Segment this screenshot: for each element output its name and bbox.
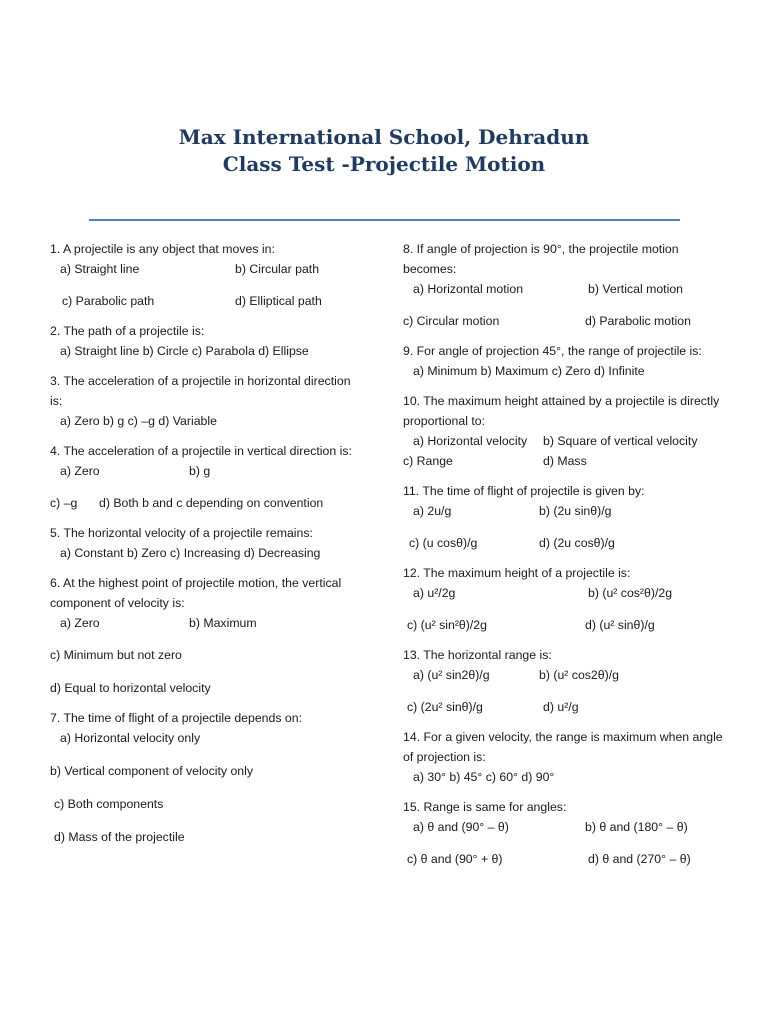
option-a: a) Horizontal motion xyxy=(413,282,524,296)
question-stem: 14. For a given velocity, the range is maximum when angle of projection is: xyxy=(403,730,723,764)
option-d: d) Both b and c depending on convention xyxy=(99,496,324,510)
option-a: a) Zero xyxy=(60,464,100,478)
option-d: d) u²/g xyxy=(543,700,579,714)
question-stem: 15. Range is same for angles: xyxy=(403,800,567,814)
option-d: d) (u² sinθ)/g xyxy=(585,618,655,632)
question-6 xyxy=(50,573,360,698)
option-row xyxy=(50,613,360,633)
option-d: d) (2u cosθ)/g xyxy=(539,536,615,550)
question-2 xyxy=(50,321,360,361)
question-stem: 3. The acceleration of a projectile in horizontal direction is: xyxy=(50,374,351,408)
question-stem: 1. A projectile is any object that moves in: xyxy=(50,242,275,256)
question-stem: 11. The time of flight of projectile is given by: xyxy=(403,484,645,498)
test-title: Class Test -Projectile Motion xyxy=(222,152,546,176)
option-b: b) Circular path xyxy=(235,262,320,276)
option-row xyxy=(403,533,723,553)
option-d: d) Parabolic motion xyxy=(585,314,691,328)
option-b: b) g xyxy=(189,464,211,478)
option-row xyxy=(403,615,723,635)
option-a: a) Zero xyxy=(60,616,100,630)
option-row xyxy=(403,431,723,451)
option-c: c) –g xyxy=(50,496,78,510)
option-line: a) Constant b) Zero c) Increasing d) Decreasing xyxy=(60,546,321,560)
option-row xyxy=(403,451,723,471)
option-row xyxy=(403,311,723,331)
option-row xyxy=(403,817,723,837)
question-stem: 5. The horizontal velocity of a projectile remains: xyxy=(50,526,313,540)
option-row xyxy=(403,849,723,869)
option-a: a) 2u/g xyxy=(413,504,452,518)
option-c: c) Range xyxy=(403,454,453,468)
option-d: d) θ and (270° – θ) xyxy=(588,852,691,866)
option-line: a) Minimum b) Maximum c) Zero d) Infinite xyxy=(413,364,645,378)
option-row xyxy=(403,279,723,299)
option-a: a) Straight line xyxy=(60,262,140,276)
question-7 xyxy=(50,708,360,847)
question-9 xyxy=(403,341,723,381)
option-b: b) Vertical motion xyxy=(588,282,684,296)
question-5 xyxy=(50,523,360,563)
option-c: c) Parabolic path xyxy=(62,294,155,308)
option-row xyxy=(50,291,360,311)
question-8 xyxy=(403,239,723,331)
document-header xyxy=(0,124,768,178)
option-b: b) Vertical component of velocity only xyxy=(50,764,254,778)
option-c: c) Both components xyxy=(54,797,164,811)
option-a: a) Horizontal velocity xyxy=(413,434,528,448)
school-name: Max International School, Dehradun xyxy=(178,125,590,149)
option-line: a) Straight line b) Circle c) Parabola d) Ellipse xyxy=(60,344,309,358)
question-1 xyxy=(50,239,360,311)
question-stem: 12. The maximum height of a projectile is: xyxy=(403,566,631,580)
option-a: a) u²/2g xyxy=(413,586,456,600)
question-stem: 4. The acceleration of a projectile in vertical direction is: xyxy=(50,444,352,458)
question-stem: 13. The horizontal range is: xyxy=(403,648,552,662)
option-row xyxy=(50,493,360,513)
option-a: a) (u² sin2θ)/g xyxy=(413,668,490,682)
option-a: a) θ and (90° – θ) xyxy=(413,820,509,834)
question-15 xyxy=(403,797,723,869)
option-d: d) Mass of the projectile xyxy=(54,830,185,844)
question-stem: 6. At the highest point of projectile motion, the vertical component of velocity is: xyxy=(50,576,342,610)
option-row xyxy=(50,259,360,279)
question-stem: 9. For angle of projection 45°, the range of projectile is: xyxy=(403,344,702,358)
question-12 xyxy=(403,563,723,635)
question-3 xyxy=(50,371,360,431)
option-b: b) (u² cos2θ)/g xyxy=(539,668,619,682)
option-a: a) Horizontal velocity only xyxy=(60,731,201,745)
option-d: d) Mass xyxy=(543,454,587,468)
question-4 xyxy=(50,441,360,513)
option-row xyxy=(403,583,723,603)
option-b: b) Square of vertical velocity xyxy=(543,434,698,448)
option-line: a) 30° b) 45° c) 60° d) 90° xyxy=(413,770,555,784)
right-column xyxy=(403,239,723,879)
option-c: c) Minimum but not zero xyxy=(50,648,182,662)
question-13 xyxy=(403,645,723,717)
option-c: c) Circular motion xyxy=(403,314,500,328)
option-b: b) (u² cos²θ)/2g xyxy=(588,586,673,600)
option-d: d) Equal to horizontal velocity xyxy=(50,681,211,695)
question-14 xyxy=(403,727,723,787)
option-d: d) Elliptical path xyxy=(235,294,322,308)
option-c: c) (u² sin²θ)/2g xyxy=(407,618,487,632)
option-row xyxy=(403,501,723,521)
option-c: c) (u cosθ)/g xyxy=(409,536,478,550)
question-11 xyxy=(403,481,723,553)
question-stem: 10. The maximum height attained by a projectile is directly proportional to: xyxy=(403,394,720,428)
question-stem: 2. The path of a projectile is: xyxy=(50,324,205,338)
question-10 xyxy=(403,391,723,471)
question-stem: 8. If angle of projection is 90°, the projectile motion becomes: xyxy=(403,242,679,276)
option-b: b) Maximum xyxy=(189,616,257,630)
option-row xyxy=(403,665,723,685)
option-line: a) Zero b) g c) –g d) Variable xyxy=(60,414,217,428)
question-stem: 7. The time of flight of a projectile depends on: xyxy=(50,711,303,725)
option-row xyxy=(403,697,723,717)
option-row xyxy=(50,461,360,481)
header-divider xyxy=(89,219,680,221)
option-b: b) (2u sinθ)/g xyxy=(539,504,612,518)
left-column xyxy=(50,239,360,857)
option-c: c) θ and (90° + θ) xyxy=(407,852,503,866)
option-b: b) θ and (180° – θ) xyxy=(585,820,688,834)
option-c: c) (2u² sinθ)/g xyxy=(407,700,483,714)
